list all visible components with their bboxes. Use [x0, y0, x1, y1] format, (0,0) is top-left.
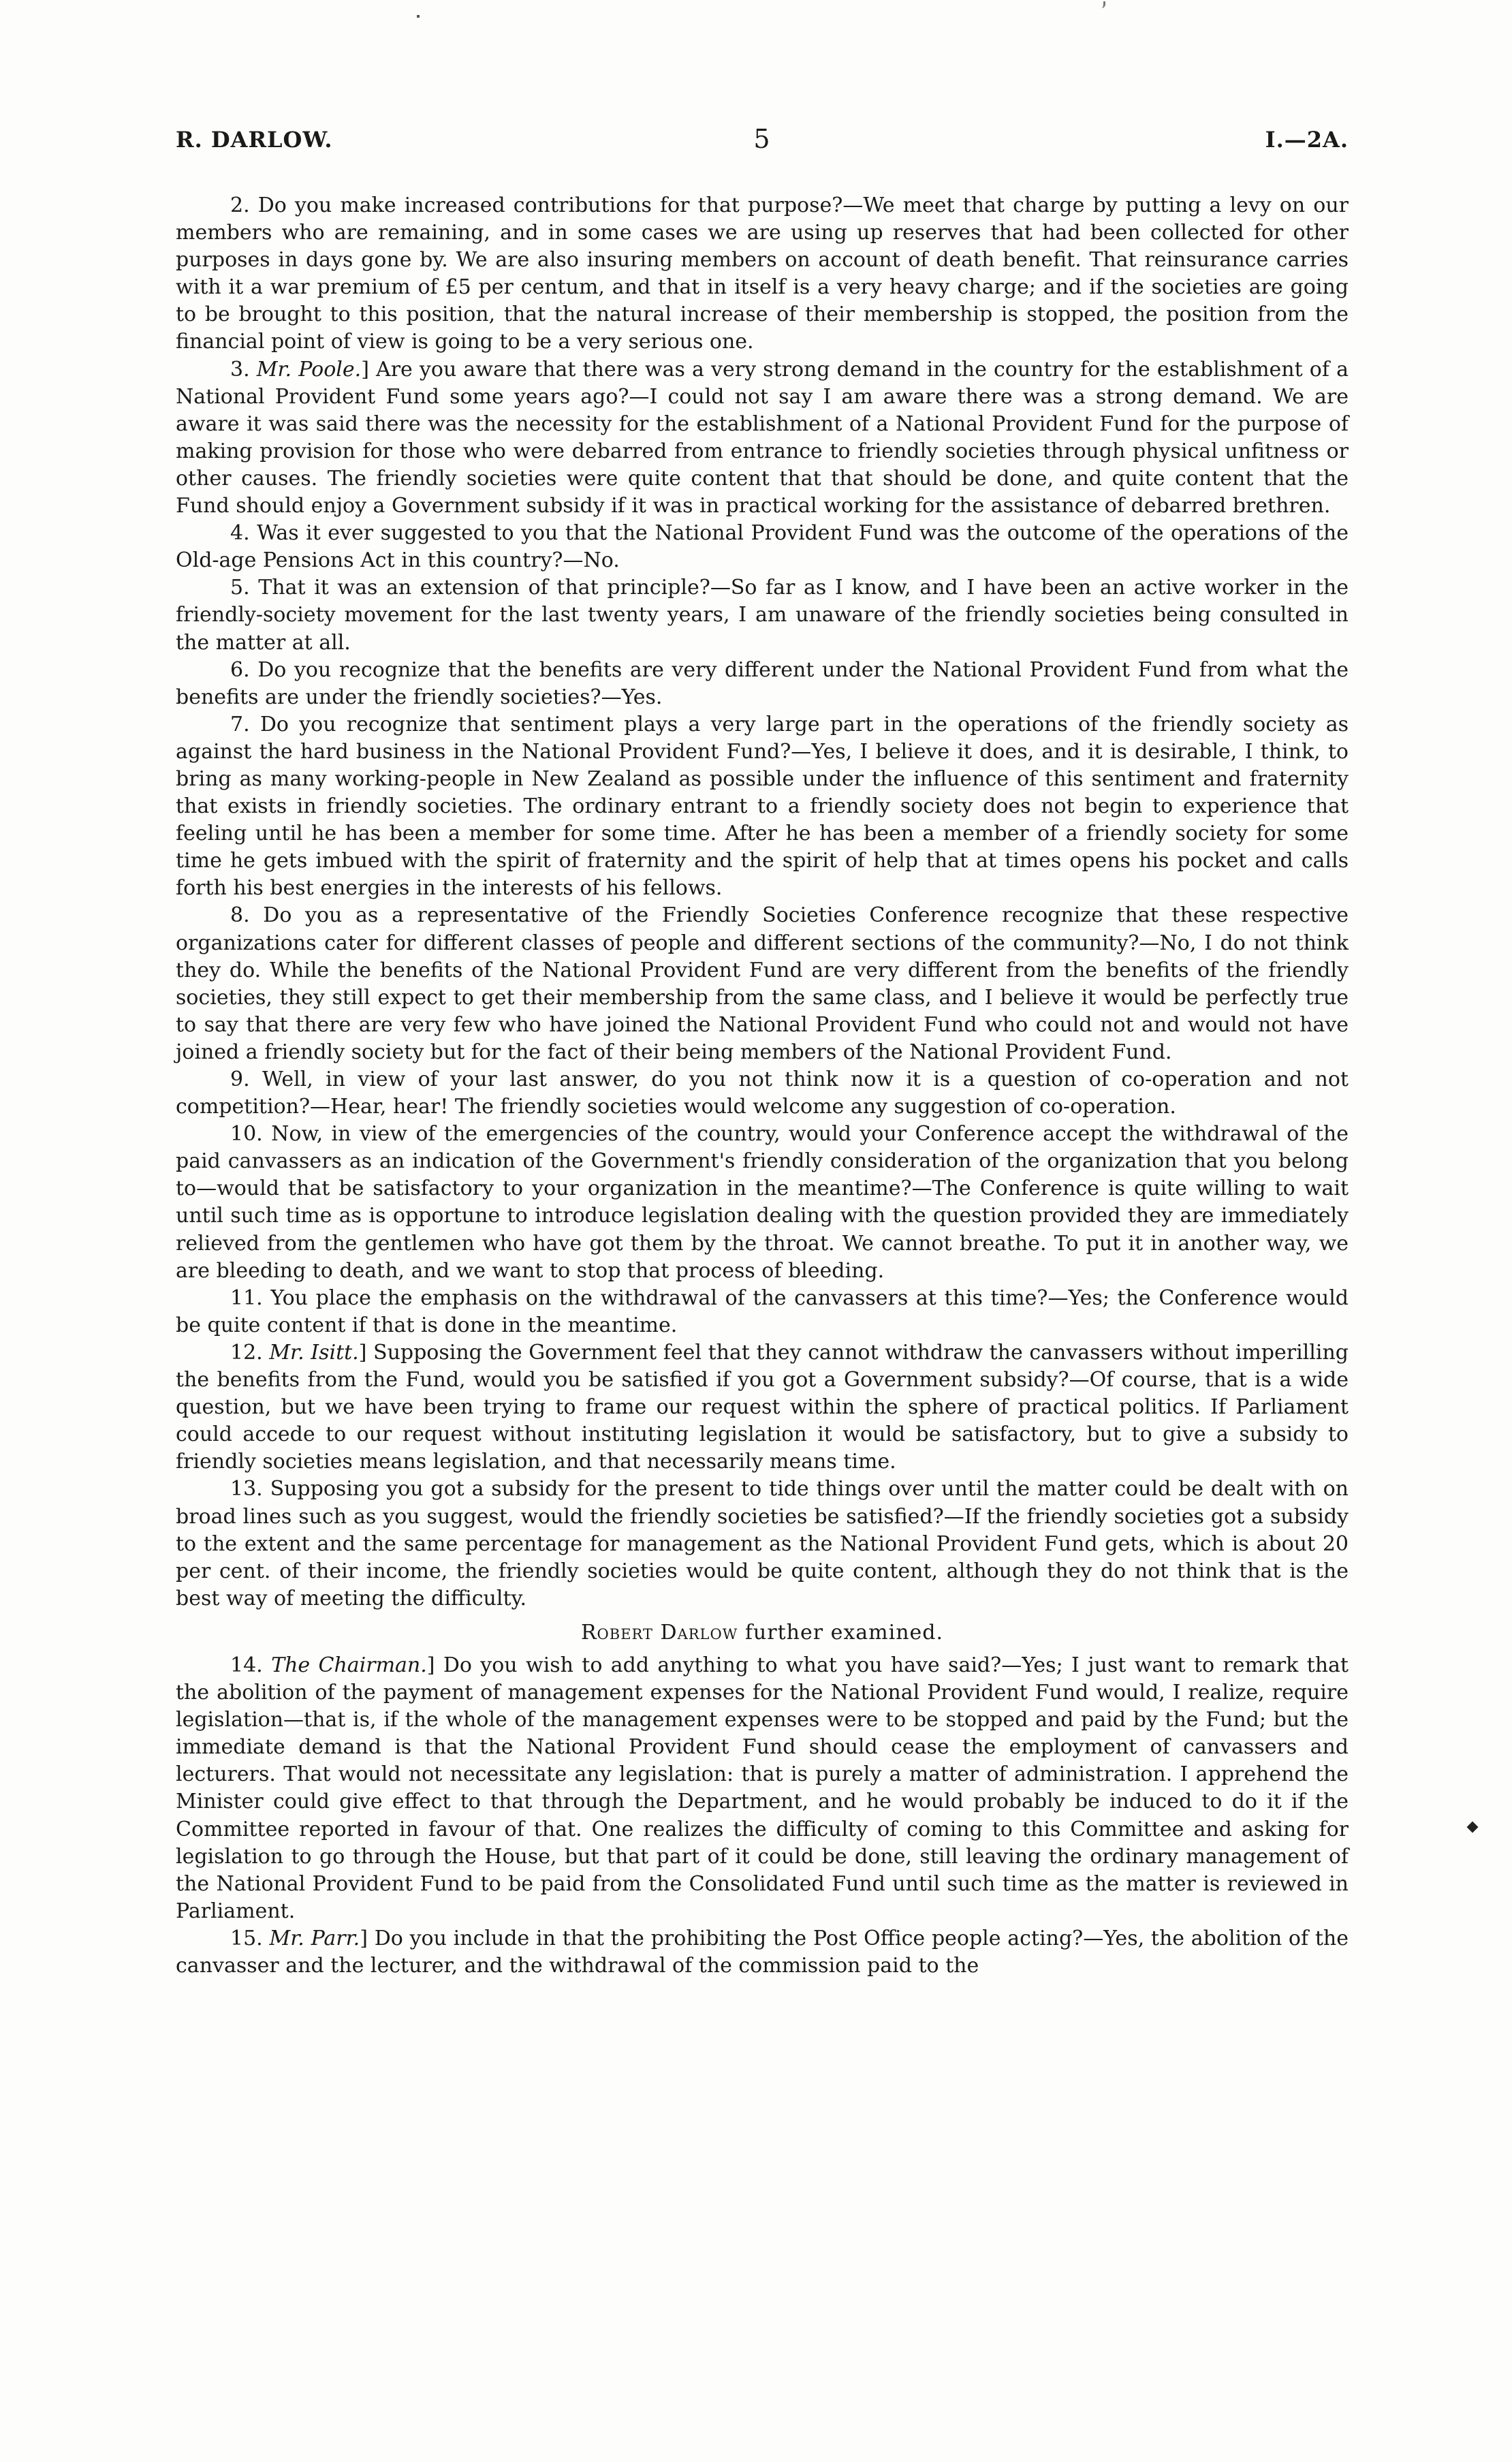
header-witness-name: R. DARLOW. — [176, 127, 333, 153]
question-number: 11. — [230, 1285, 263, 1310]
question-number: 15. — [230, 1926, 263, 1950]
question-text: ] Do you include in that the prohibiting the Post Office people acting?—Yes, the abolition of the canvasser and the lecturer, and the withdrawal of the commission paid to the — [176, 1926, 1349, 1978]
question-number: 7. — [230, 712, 250, 736]
question-paragraph — [176, 1339, 1349, 1476]
question-paragraph — [176, 192, 1349, 356]
questioner-name: The Chairman. — [271, 1653, 427, 1677]
margin-mark — [1467, 1822, 1479, 1833]
scan-mark — [1099, 1, 1105, 8]
question-number: 8. — [230, 903, 250, 928]
scan-speck — [417, 15, 420, 18]
question-text: ] Are you aware that there was a very strong demand in the country for the establishment of a National Provident Fund some years ago?—I could not say I am aware there was a strong demand. We are aware it was said there was the necessity for the establishment of a National Provident Fund for the purpose of making provision for those who were debarred from entrance to friendly societies through physical unfitness or other causes. The friendly societies were quite content that that should be done, and quite content that the Fund should enjoy a Government subsidy if it was in practical working for the assistance of debarred brethren. — [176, 357, 1349, 518]
question-number: 9. — [230, 1068, 250, 1091]
question-paragraph — [176, 356, 1349, 520]
questioner-name: Mr. Parr. — [269, 1926, 360, 1950]
question-paragraph — [176, 902, 1349, 1066]
question-paragraph — [176, 1476, 1349, 1612]
question-number: 14. — [230, 1653, 263, 1677]
question-text: Do you recognize that the benefits are very different under the National Provident Fund from what the benefits are under the friendly societies?—Yes. — [176, 657, 1349, 709]
question-text: Now, in view of the emergencies of the country, would your Conference accept the withdrawal of the paid canvassers as an indication of the Government's friendly consideration of the organization that you belong to—would that be satisfactory to your organization in the meantime?—The Conference is quite willing to wait until such time as is opportune to introduce legislation dealing with the question provided they are immediately relieved from the gentlemen who have got them by the throat. We cannot breathe. To put it in another way, we are bleeding to death, and we want to stop that process of bleeding. — [176, 1122, 1349, 1283]
question-number: 13. — [230, 1477, 263, 1501]
question-text: ] Do you wish to add anything to what you have said?—Yes; I just want to remark that the abolition of the payment of management expenses for the National Provident Fund would, I realize, require legislation—that is, if the whole of the management expenses were to be stopped and paid by the Fund; but the immediate demand is that the National Provident Fund should cease the employment of canvassers and lecturers. That would not necessitate any legislation: that is purely a matter of administration. I apprehend the Minister could give effect to that through the Department, and he would probably be induced to do it if the Committee reported in favour of that. One realizes the difficulty of coming to this Committee and asking for legislation to go through the House, but that part of it could be done, still leaving the ordinary management of the National Provident Fund to be paid from the Consolidated Fund until such time as the matter is reviewed in Parliament. — [176, 1653, 1349, 1923]
question-text: Do you recognize that sentiment plays a very large part in the operations of the friendly society as against the hard business in the National Provident Fund?—Yes, I believe it does, and it is desirable, I think, to bring as many working-people in New Zealand as possible under the influence of this sentiment and fraternity that exists in friendly societies. The ordinary entrant to a friendly society does not begin to experience that feeling until he has been a member for some time. After he has been a member of a friendly society for some time he gets imbued with the spirit of fraternity and the spirit of help that at times opens his pocket and calls forth his best energies in the interests of his fellows. — [176, 712, 1349, 901]
page-header — [176, 124, 1349, 161]
question-paragraph — [176, 1066, 1349, 1121]
question-text: Do you as a representative of the Friendly Societies Conference recognize that these respective organizations cater for different classes of people and different sections of the community?—No, I do not think they do. While the benefits of the National Provident Fund are very different from the benefits of the friendly societies, they still expect to get their membership from the same class, and I believe it would be perfectly true to say that there are very few who have joined the National Provident Fund who could not and would not have joined a friendly society but for the fact of their being members of the National Provident Fund. — [176, 903, 1349, 1064]
question-paragraph — [176, 1652, 1349, 1925]
further-evidence-paragraphs — [176, 1652, 1349, 1980]
question-number: 5. — [230, 576, 250, 600]
question-number: 6. — [230, 657, 250, 682]
questioner-name: Mr. Isitt. — [269, 1340, 359, 1365]
question-paragraph — [176, 1925, 1349, 1980]
question-number: 2. — [230, 193, 250, 217]
question-paragraph — [176, 657, 1349, 711]
questioner-name: Mr. Poole. — [256, 357, 362, 381]
page-number: 5 — [753, 124, 771, 154]
document-reference: I.—2A. — [1265, 127, 1349, 153]
question-text: That it was an extension of that principle?—So far as I know, and I have been an active worker in the friendly-society movement for the last twenty years, I am unaware of the friendly societies being consulted in the matter at all. — [176, 576, 1349, 655]
question-paragraph — [176, 1121, 1349, 1285]
question-text: Well, in view of your last answer, do you not think now it is a question of co-operation and not competition?—Hear, hear! The friendly societies would welcome any suggestion of co-operation. — [176, 1068, 1349, 1119]
question-number: 4. — [230, 521, 250, 546]
document-body — [176, 192, 1349, 1980]
question-text: Supposing you got a subsidy for the present to tide things over until the matter could be dealt with on broad lines such as you suggest, would the friendly societies be satisfied?—If the friendly societies got a subsidy to the extent and the same percentage for management as the National Provident Fund gets, which is about 20 per cent. of their income, the friendly societies would be quite content, although they do not think that is the best way of meeting the difficulty. — [176, 1477, 1349, 1610]
question-number: 10. — [230, 1122, 263, 1147]
section-heading — [176, 1619, 1349, 1647]
question-paragraph — [176, 520, 1349, 574]
question-text: Do you make increased contributions for that purpose?—We meet that charge by putting a levy on our members who are remaining, and in some cases we are using up reserves that had been collected for other purposes in days gone by. We are also insuring members on account of death benefit. That reinsurance carries with it a war premium of £5 per centum, and that in itself is a very heavy charge; and if the societies are going to be brought to this position, that the natural increase of their membership is stopped, the position from the financial point of view is going to be a very serious one. — [176, 193, 1349, 354]
question-paragraph — [176, 711, 1349, 903]
section-heading-name: Robert Darlow — [580, 1620, 738, 1645]
question-text: Was it ever suggested to you that the National Provident Fund was the outcome of the operations of the Old-age Pensions Act in this country?—No. — [176, 521, 1349, 573]
section-heading-rest: further examined. — [738, 1620, 944, 1645]
question-text: ] Supposing the Government feel that they cannot withdraw the canvassers without imperilling the benefits from the Fund, would you be satisfied if you got a Government subsidy?—Of course, that is a wide question, but we have been trying to frame our request within the sphere of practical politics. If Parliament could accede to our request without instituting legislation it would be satisfactory, but to give a subsidy to friendly societies means legislation, and that necessarily means time. — [176, 1340, 1349, 1474]
evidence-paragraphs — [176, 192, 1349, 1612]
question-paragraph — [176, 574, 1349, 656]
question-number: 3. — [230, 357, 250, 381]
question-paragraph — [176, 1285, 1349, 1339]
question-text: You place the emphasis on the withdrawal of the canvassers at this time?—Yes; the Conference would be quite content if that is done in the meantime. — [176, 1285, 1349, 1337]
question-number: 12. — [230, 1340, 263, 1365]
